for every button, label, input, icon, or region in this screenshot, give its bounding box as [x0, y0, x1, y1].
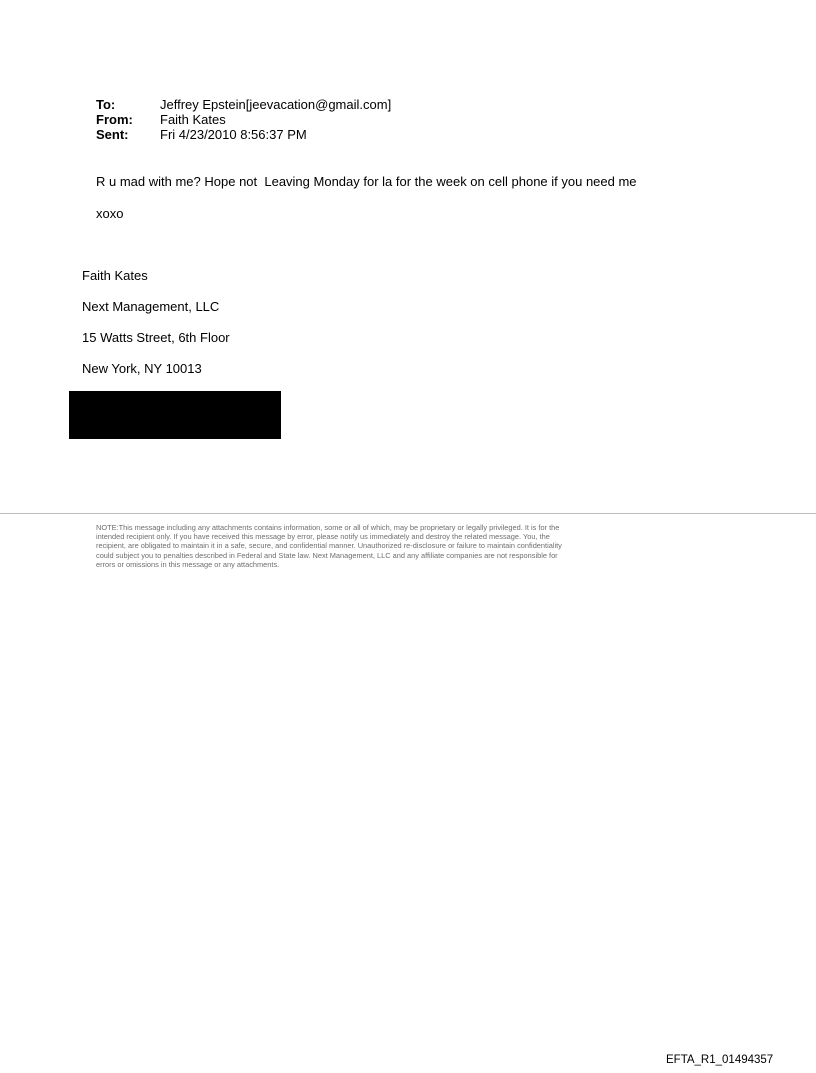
- to-value: Jeffrey Epstein[jeevacation@gmail.com]: [160, 97, 392, 112]
- signature-name: Faith Kates: [82, 268, 148, 283]
- signature-city: New York, NY 10013: [82, 361, 202, 376]
- to-label: To:: [96, 97, 116, 112]
- sent-value: Fri 4/23/2010 8:56:37 PM: [160, 127, 307, 142]
- from-value: Faith Kates: [160, 112, 226, 127]
- to-row: [96, 97, 391, 112]
- message-closing: xoxo: [96, 206, 124, 221]
- redaction-box: [69, 391, 281, 439]
- disclaimer-line: could subject you to penalties described in Federal and State law. Next Management, LLC and any affiliate companies are not responsible for: [96, 550, 558, 560]
- footer-divider: [0, 513, 816, 514]
- disclaimer-line: NOTE:This message including any attachments contains information, some or all of which, may be proprietary or legally privileged. It is for the: [96, 523, 560, 532]
- from-row: [96, 112, 391, 127]
- signature-street: 15 Watts Street, 6th Floor: [82, 330, 230, 345]
- sent-label: Sent:: [96, 127, 129, 142]
- from-label: From:: [96, 112, 133, 127]
- disclaimer-line: recipient, are obligated to maintain it in a safe, secure, and confidential manner. Unauthorized re-disclosure or failure to maintain confidentiality: [96, 541, 562, 551]
- document-id: EFTA_R1_01494357: [666, 1054, 774, 1066]
- signature-company: Next Management, LLC: [82, 299, 220, 314]
- disclaimer-line: intended recipient only. If you have received this message by error, please notify us immediately and destroy the related message. You, the: [96, 532, 550, 542]
- sent-row: [96, 127, 391, 142]
- disclaimer-line: errors or omissions in this message or any attachments.: [96, 559, 280, 569]
- message-body-line: R u mad with me? Hope not Leaving Monday for la for the week on cell phone if you need me: [96, 174, 637, 189]
- legal-disclaimer: [96, 523, 724, 569]
- email-header: [96, 97, 391, 142]
